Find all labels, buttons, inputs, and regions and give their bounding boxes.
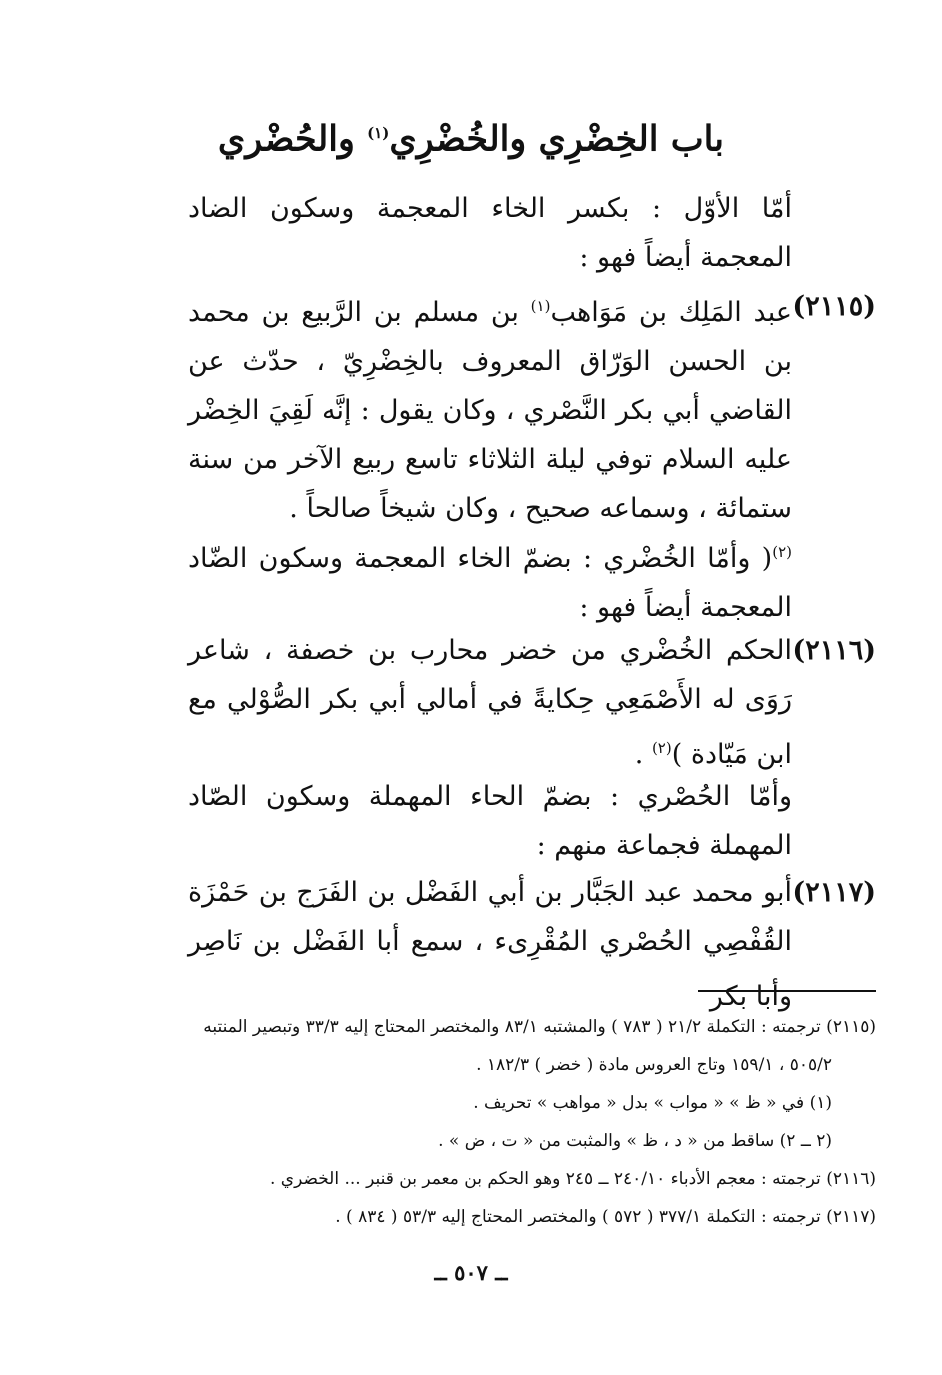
entry-number-2117: (٢١١٧) bbox=[792, 877, 876, 908]
entry-2117-text-a: أبو محمد عبد الجَبَّار بن أبي الفَضْل بن الفَرَج بن حَمْزَة القُفْصِي الحُصْري المُقْرِىء ، سمع أبا الفَضْل بن نَاصِر وأبا بكر bbox=[188, 877, 792, 1012]
intro-paragraph-1: أمّا الأوّل : بكسر الخاء المعجمة وسكون الضاد المعجمة أيضاً فهو : bbox=[188, 193, 792, 273]
entry-2115 bbox=[188, 282, 792, 533]
footnote-2115-line-1: (٢١١٥) ترجمته : التكملة ٢١/٢ ( ٧٨٣ ) والمشتبه ٨٣/١ والمختصر المحتاج إليه ٣٣/٣ وتبصير المنتبه bbox=[203, 1017, 876, 1037]
title-text-end: والحُضْري bbox=[217, 118, 368, 160]
entry-2116-text-a: الحكم الخُضْري من خضر محارب بن خصفة ، شاعر رَوَى له الأَصْمَعِي حِكايةً في أمالي أبي بكر الصُّوْلي مع ابن مَيّادة ) bbox=[188, 635, 792, 770]
footnote-divider bbox=[698, 990, 876, 992]
footnote-2115-line-2: ٥٠٥/٢ ، ١٥٩/١ وتاج العروس مادة ( خضر ) ١٨٢/٣ . bbox=[476, 1055, 832, 1075]
intro-2-text: ( وأمّا الخُضْري : بضمّ الخاء المعجمة وسكون الضّاد المعجمة أيضاً فهو : bbox=[188, 543, 792, 623]
footnote-2116: (٢١١٦) ترجمته : معجم الأدباء ٢٤٠/١٠ ــ ٢٤٥ وهو الحكم بن معمر بن قنبر ... الخضري . bbox=[269, 1169, 876, 1189]
entry-2115-footnote-ref: (١) bbox=[530, 297, 551, 315]
intro-2-footnote-ref: (٢) bbox=[772, 543, 792, 561]
entry-2117 bbox=[188, 868, 792, 1021]
intro-paragraph-2 bbox=[188, 528, 792, 632]
entry-2116 bbox=[188, 626, 792, 779]
page-number: ــ ٥٠٧ ــ bbox=[434, 1260, 508, 1285]
footnote-2115-note-2: (٢ ــ ٢) ساقط من « د ، ظ » والمثبت من « ت ، ض » . bbox=[438, 1131, 832, 1151]
entry-2116-footnote-ref: (٢) bbox=[651, 739, 672, 757]
footnote-2117: (٢١١٧) ترجمته : التكملة ٣٧٧/١ ( ٥٧٢ ) والمختصر المحتاج إليه ٥٣/٣ ( ٨٣٤ ) . bbox=[335, 1207, 876, 1227]
title-footnote-ref: (١) bbox=[367, 124, 390, 142]
entry-2116-text-b: . bbox=[634, 739, 652, 770]
entry-2115-text-a: عبد المَلِك بن مَوَاهب bbox=[550, 297, 792, 328]
footnote-2115-note-1: (١) في « ظ » « مواب » بدل « مواهب » تحريف . bbox=[473, 1093, 832, 1113]
page-title bbox=[0, 108, 942, 165]
entry-number-2116: (٢١١٦) bbox=[792, 635, 876, 666]
title-text: باب الخِضْرِي والخُضْرِي bbox=[389, 118, 725, 160]
entry-number-2115: (٢١١٥) bbox=[792, 291, 876, 322]
entry-2115-text-b: بن مسلم بن الرَّبيع بن محمد بن الحسن الوَرّاق المعروف بالخِضْرِيّ ، حدّث عن القاضي أبي بكر النَّصْري ، وكان يقول : إنَّه لَقِيَ الخِضْر عليه السلام توفي ليلة الثلاثاء تاسع ربيع الآخر من سنة ستمائة ، وسماعه صحيح ، وكان شيخاً صالحاً . bbox=[188, 297, 792, 524]
intro-paragraph-3: وأمّا الحُصْري : بضمّ الحاء المهملة وسكون الصّاد المهملة فجماعة منهم : bbox=[188, 781, 792, 861]
